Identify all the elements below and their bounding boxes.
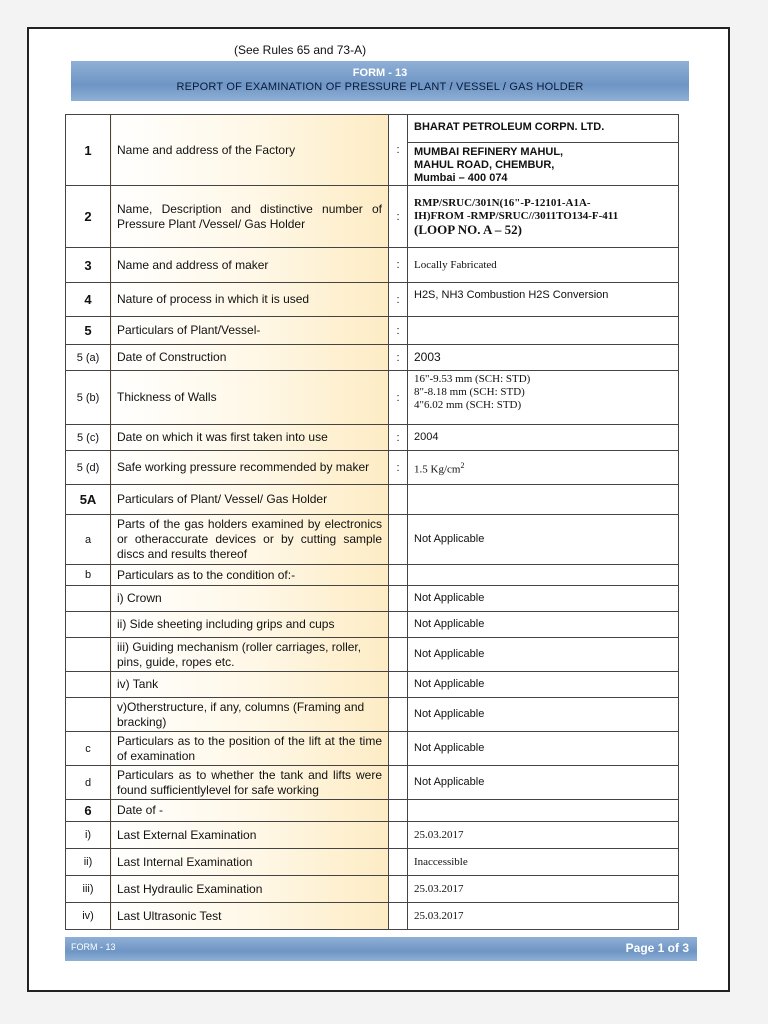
row-colon: : [389, 115, 408, 186]
row-value: Not Applicable [408, 638, 679, 672]
row-colon: : [389, 248, 408, 283]
row-colon: : [389, 371, 408, 425]
row-value [408, 186, 679, 248]
row-value: 25.03.2017 [408, 876, 679, 903]
loop-number: (LOOP NO. A – 52) [414, 222, 522, 237]
row-colon: : [389, 345, 408, 371]
row-label: Particulars of Plant/ Vessel/ Gas Holder [111, 485, 389, 515]
form-row [66, 345, 679, 371]
row-number: d [66, 766, 111, 800]
row-label: Date of - [111, 800, 389, 822]
row-colon [389, 698, 408, 732]
report-title: REPORT OF EXAMINATION OF PRESSURE PLANT / VESSEL / GAS HOLDER [176, 81, 584, 93]
row-label: ii) Side sheeting including grips and cups [111, 612, 389, 638]
row-number [66, 638, 111, 672]
row-colon [389, 766, 408, 800]
row-value: Inaccessible [408, 849, 679, 876]
row-label: Particulars as to whether the tank and lifts were found sufficientlylevel for safe working [111, 766, 389, 800]
row-value: 2004 [408, 425, 679, 451]
row-label: iv) Tank [111, 672, 389, 698]
row-number: 5 (d) [66, 451, 111, 485]
row-value: Not Applicable [408, 698, 679, 732]
row-value [408, 565, 679, 586]
row-number: b [66, 565, 111, 586]
footer-form-label: FORM - 13 [71, 942, 116, 952]
row-number: iii) [66, 876, 111, 903]
row-number: i) [66, 822, 111, 849]
row-label: Thickness of Walls [111, 371, 389, 425]
form-row [66, 565, 679, 586]
address-line: Mumbai – 400 074 [414, 172, 508, 184]
row-label: Date on which it was first taken into use [111, 425, 389, 451]
row-number: a [66, 515, 111, 565]
row-colon: : [389, 186, 408, 248]
row-colon [389, 485, 408, 515]
form-row [66, 903, 679, 930]
form-row [66, 732, 679, 766]
row-value: Not Applicable [408, 672, 679, 698]
pressure-value: 1.5 Kg/cm [414, 463, 461, 476]
row-label: i) Crown [111, 586, 389, 612]
row-value: Not Applicable [408, 515, 679, 565]
form-row [66, 515, 679, 565]
row-colon: : [389, 451, 408, 485]
form-row [66, 876, 679, 903]
row-colon: : [389, 425, 408, 451]
form-number: FORM - 13 [352, 67, 408, 79]
row-number [66, 586, 111, 612]
row-number: 5 (b) [66, 371, 111, 425]
row-label: Particulars as to the condition of:- [111, 565, 389, 586]
row-label: v)Otherstructure, if any, columns (Framing and bracking) [111, 698, 389, 732]
row-colon [389, 672, 408, 698]
row-value: Not Applicable [408, 732, 679, 766]
form-row [66, 586, 679, 612]
form-row [66, 698, 679, 732]
row-value: 25.03.2017 [408, 822, 679, 849]
row-label: Parts of the gas holders examined by electronics or otheraccurate devices or by cutting sample discs and results thereof [111, 515, 389, 565]
row-value: Not Applicable [408, 612, 679, 638]
form-row [66, 283, 679, 317]
row-value [408, 317, 679, 345]
form-row [66, 485, 679, 515]
row-label: Nature of process in which it is used [111, 283, 389, 317]
address-line: MUMBAI REFINERY MAHUL, [414, 146, 564, 158]
row-value [408, 485, 679, 515]
row-label: Last External Examination [111, 822, 389, 849]
row-number: ii) [66, 849, 111, 876]
form-row [66, 115, 679, 186]
row-label: Last Internal Examination [111, 849, 389, 876]
form-row [66, 317, 679, 345]
row-value [408, 115, 679, 186]
form-row [66, 425, 679, 451]
row-value: 25.03.2017 [408, 903, 679, 930]
form-row [66, 672, 679, 698]
row-value: Not Applicable [408, 586, 679, 612]
document-page [27, 27, 730, 992]
form-row [66, 766, 679, 800]
row-label: Name, Description and distinctive number of Pressure Plant /Vessel/ Gas Holder [111, 186, 389, 248]
row-colon [389, 876, 408, 903]
row-colon [389, 612, 408, 638]
thickness-line: 16"-9.53 mm (SCH: STD) [414, 373, 531, 385]
row-colon [389, 638, 408, 672]
row-number: 6 [66, 800, 111, 822]
row-value [408, 371, 679, 425]
address-line: MAHUL ROAD, CHEMBUR, [414, 159, 555, 171]
examination-form-table [65, 114, 679, 930]
row-label: Safe working pressure recommended by maker [111, 451, 389, 485]
row-value: H2S, NH3 Combustion H2S Conversion [408, 283, 679, 317]
row-number [66, 698, 111, 732]
row-label: Particulars of Plant/Vessel- [111, 317, 389, 345]
form-row [66, 451, 679, 485]
row-label: Date of Construction [111, 345, 389, 371]
rules-reference: (See Rules 65 and 73-A) [234, 43, 367, 57]
row-colon [389, 732, 408, 766]
form-row [66, 849, 679, 876]
form-row [66, 638, 679, 672]
thickness-line: 8"-8.18 mm (SCH: STD) [414, 386, 525, 398]
row-number: iv) [66, 903, 111, 930]
form-row [66, 186, 679, 248]
row-colon [389, 903, 408, 930]
row-colon [389, 515, 408, 565]
row-colon [389, 822, 408, 849]
row-value: Not Applicable [408, 766, 679, 800]
row-label: Name and address of the Factory [111, 115, 389, 186]
row-label: Last Ultrasonic Test [111, 903, 389, 930]
row-colon [389, 586, 408, 612]
row-number: 5 (a) [66, 345, 111, 371]
row-value: Locally Fabricated [408, 248, 679, 283]
form-row [66, 371, 679, 425]
row-label: Particulars as to the position of the lift at the time of examination [111, 732, 389, 766]
row-label: Name and address of maker [111, 248, 389, 283]
row-number [66, 672, 111, 698]
row-colon: : [389, 283, 408, 317]
row-number: 2 [66, 186, 111, 248]
row-colon [389, 849, 408, 876]
form-row [66, 822, 679, 849]
row-value [408, 800, 679, 822]
form-header-band [71, 61, 689, 101]
row-number: 5 [66, 317, 111, 345]
row-number: 4 [66, 283, 111, 317]
factory-address [408, 142, 678, 185]
row-label: iii) Guiding mechanism (roller carriages, roller, pins, guide, ropes etc. [111, 638, 389, 672]
row-colon: : [389, 317, 408, 345]
row-colon [389, 565, 408, 586]
vessel-id-line: RMP/SRUC/301N(16"-P-12101-A1A- [414, 197, 591, 209]
row-value: 2003 [408, 345, 679, 371]
row-colon [389, 800, 408, 822]
vessel-id-line: IH)FROM -RMP/SRUC//3011TO134-F-411 [414, 210, 619, 222]
row-number [66, 612, 111, 638]
form-row [66, 800, 679, 822]
thickness-line: 4"6.02 mm (SCH: STD) [414, 399, 522, 411]
row-value [408, 451, 679, 485]
row-number: 1 [66, 115, 111, 186]
row-number: 3 [66, 248, 111, 283]
form-row [66, 612, 679, 638]
row-number: 5 (c) [66, 425, 111, 451]
footer-band [65, 937, 697, 961]
row-number: c [66, 732, 111, 766]
form-row [66, 248, 679, 283]
pressure-unit-exponent: 2 [460, 460, 465, 470]
factory-name: BHARAT PETROLEUM CORPN. LTD. [414, 121, 605, 133]
row-label: Last Hydraulic Examination [111, 876, 389, 903]
row-number: 5A [66, 485, 111, 515]
page-number: Page 1 of 3 [625, 941, 689, 955]
